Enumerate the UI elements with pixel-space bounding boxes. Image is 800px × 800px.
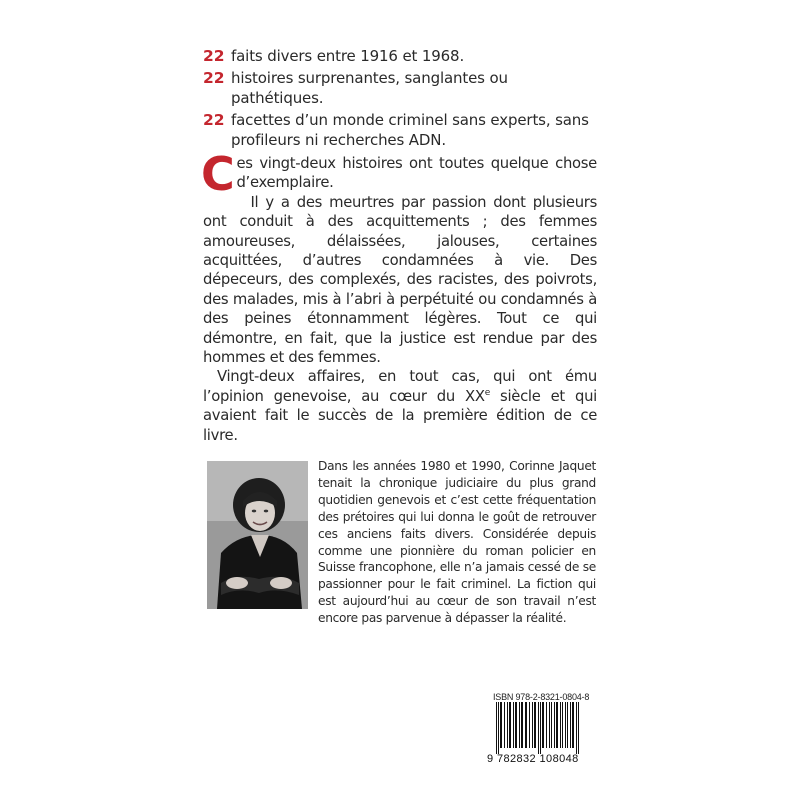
summary-paragraph-1-text: es vingt-deux histoires ont toutes quelque chose d’exemplaire. — [236, 155, 597, 192]
summary-paragraph-3-text: Vingt-deux affaires, en tout cas, qui ont ému l’opinion genevoise, au cœur du XX — [203, 368, 597, 405]
fact-item — [203, 46, 603, 66]
fact-number: 22 — [203, 69, 225, 87]
isbn-label: ISBN 978-2-8321-0804-8 — [493, 692, 590, 702]
century-superscript: e — [484, 387, 490, 398]
summary-text — [201, 147, 597, 445]
author-portrait-image — [207, 461, 308, 609]
fact-text: facettes d’un monde criminel sans experts, sans profileurs ni recherches ADN. — [231, 111, 589, 149]
facts-list — [203, 46, 603, 152]
author-photo — [207, 461, 308, 609]
summary-paragraph-2: Il y a des meurtres par passion dont plusieurs ont conduit à des acquittements ; des femmes amoureuses, délaissées, jalouses, certaines acquittées, d’autres condamnées à vie. Des dépeceurs, des complexés, des racistes, des poivrots, des malades, mis à l’abri à perpétuité ou condamnés à des peines étonnamment légères. Tout ce qui démontre, en fait, que la justice est rendue par des hommes et des femmes. — [203, 193, 597, 367]
fact-text: histoires surprenantes, sanglantes ou pathétiques. — [231, 69, 508, 107]
fact-text: faits divers entre 1916 et 1968. — [231, 47, 465, 65]
barcode-digits: 9 782832 108048 — [487, 753, 579, 765]
fact-number: 22 — [203, 47, 225, 65]
summary-paragraph-1 — [201, 147, 597, 201]
summary-paragraph-3 — [203, 367, 597, 445]
drop-cap: C — [201, 147, 235, 201]
author-bio: Dans les années 1980 et 1990, Corinne Jaquet tenait la chronique judiciaire du plus grand quotidien genevois et c’est cette fréquentation des prétoires qui lui donna le goût de retrouver ces anciens faits divers. Considérée depuis comme une pionnière du roman policier en Suisse francophone, elle n’a jamais cessé de se passionner pour le fait criminel. La fiction qui est aujourd’hui au cœur de son travail n’est encore pas parvenue à dépasser la réalité. — [318, 459, 596, 626]
summary-paragraph-3-end: siècle et qui avaient fait le succès de la première édition de ce livre. — [203, 387, 597, 444]
fact-item — [203, 110, 603, 150]
fact-item — [203, 68, 603, 108]
fact-number: 22 — [203, 111, 225, 129]
isbn-barcode — [487, 690, 602, 766]
barcode-bars — [487, 702, 602, 756]
